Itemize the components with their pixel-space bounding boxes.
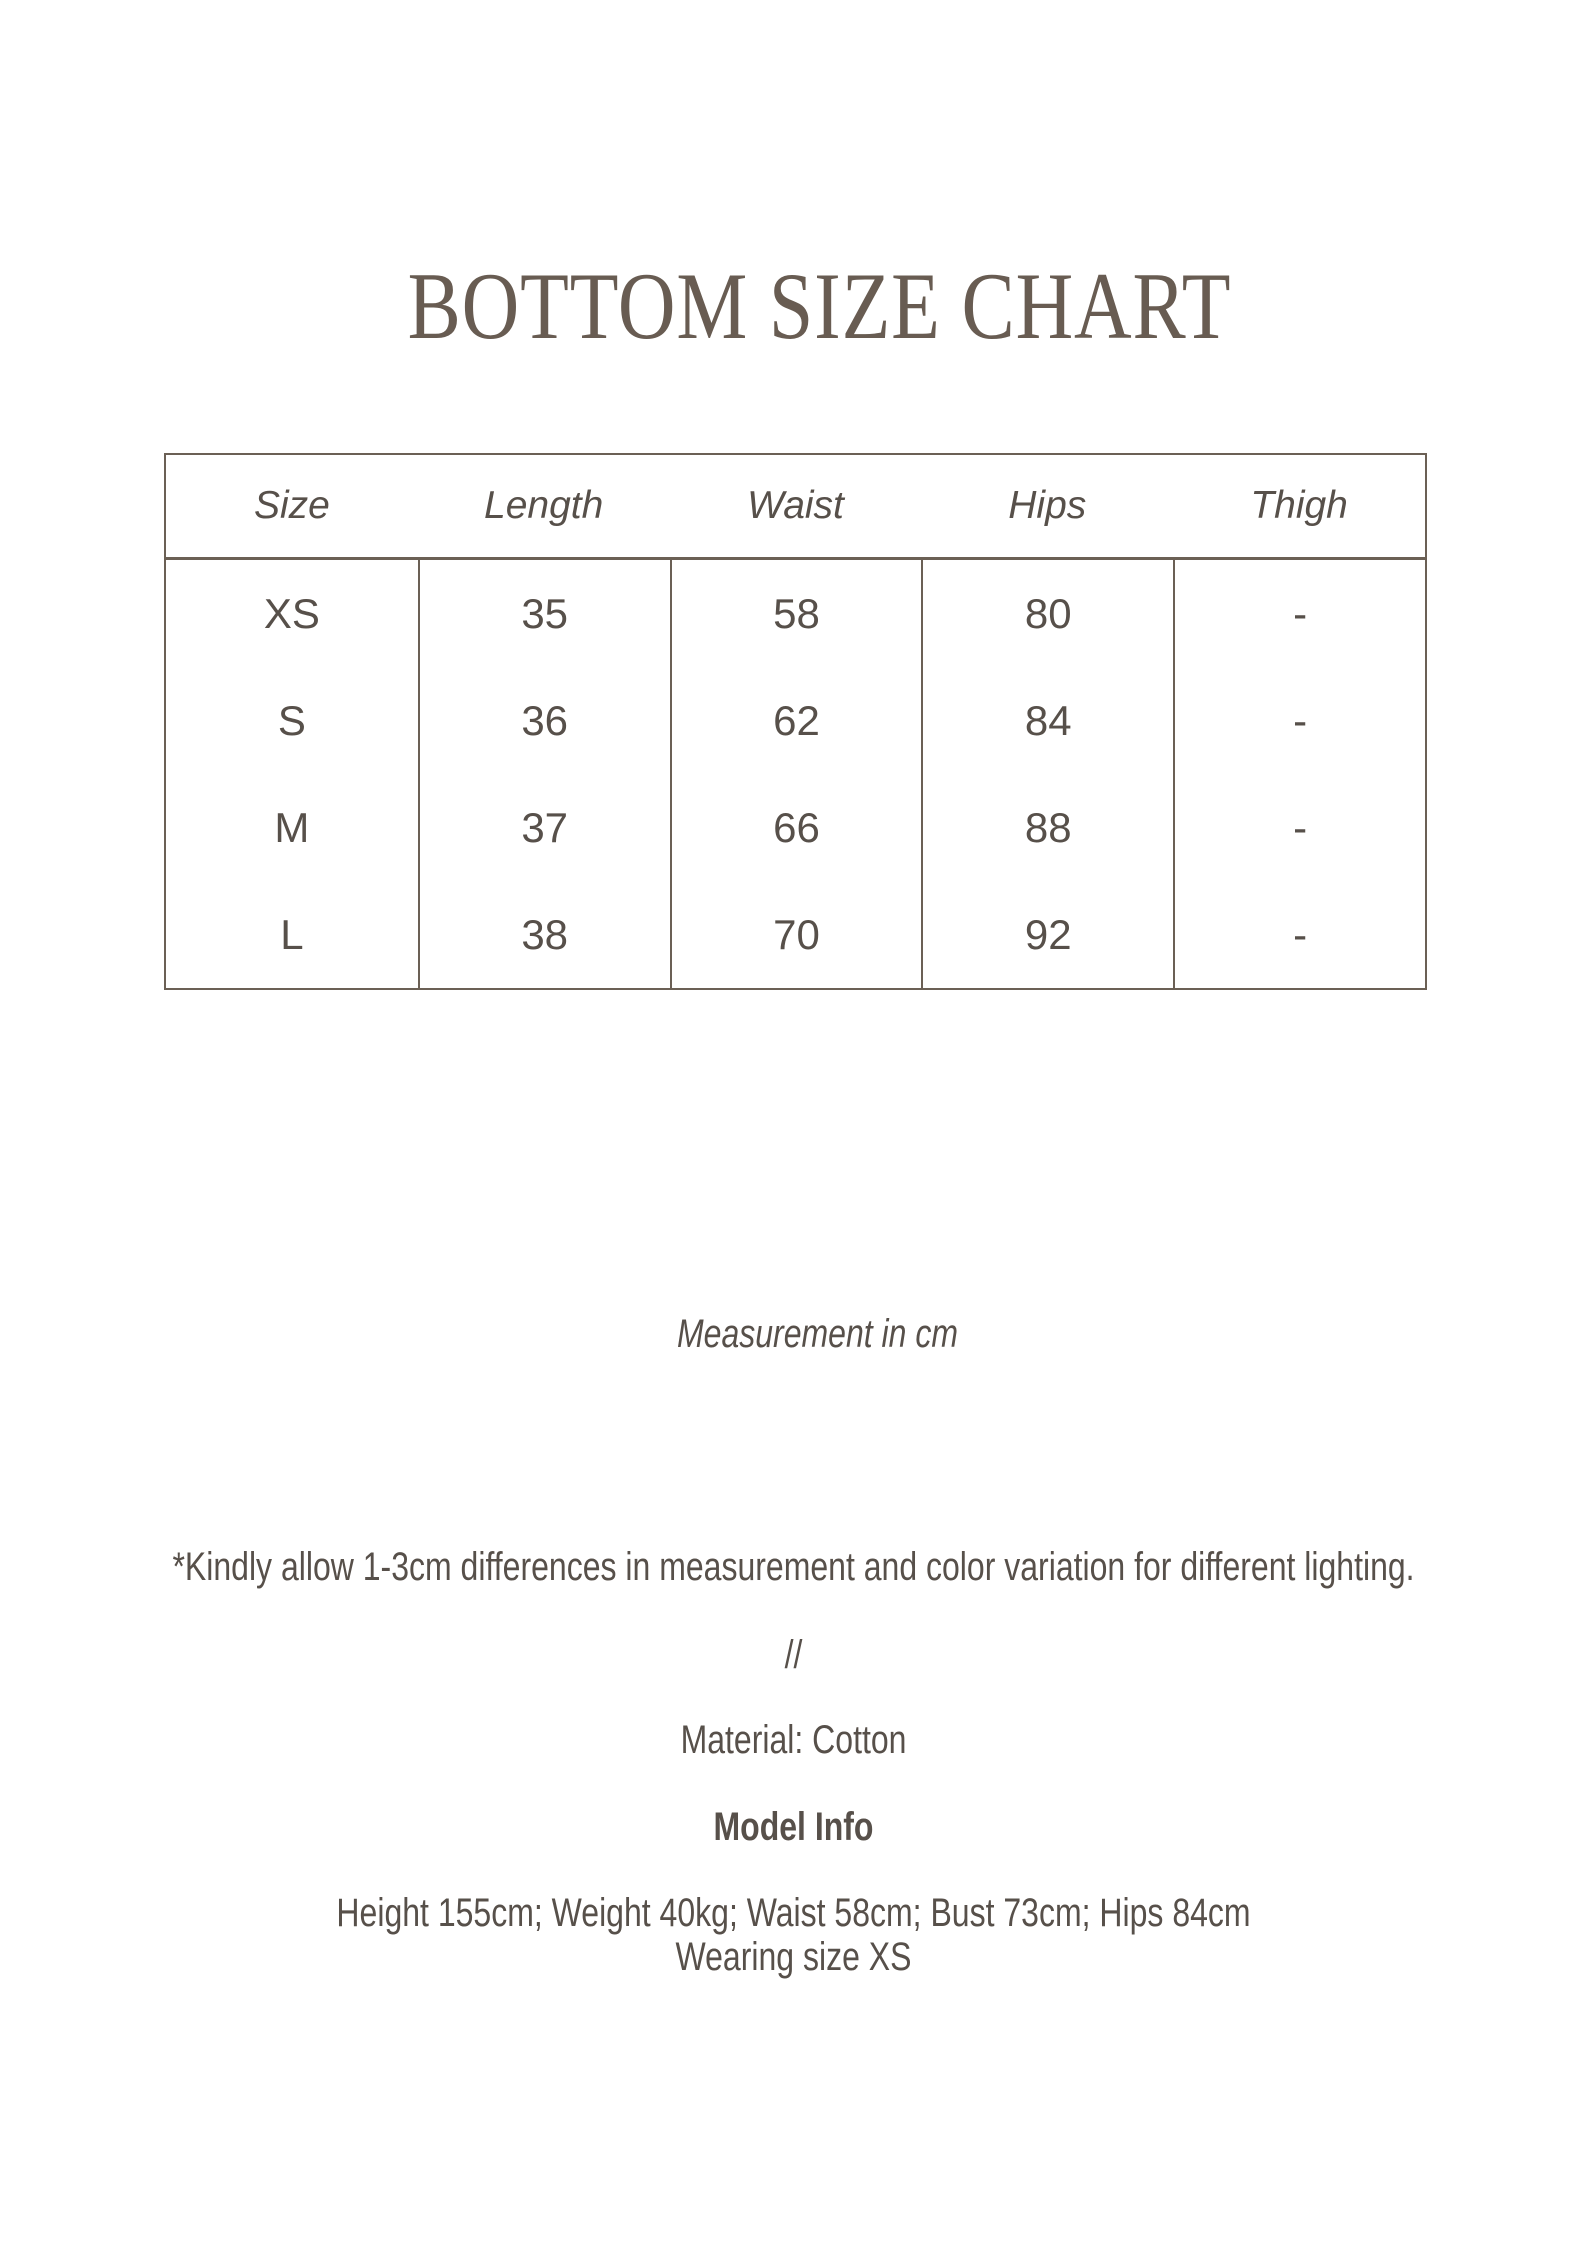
cell-l-thigh: - [1173, 881, 1425, 988]
cell-xs-size: XS [263, 589, 320, 637]
column-header-hips: Hips [1008, 484, 1087, 527]
cell-m-thigh: - [1173, 774, 1425, 881]
table-body [164, 560, 1427, 990]
cell-s-hips: 84 [921, 667, 1173, 774]
cell-l-hips: 92 [921, 881, 1173, 988]
disclaimer-note: *Kindly allow 1-3cm differences in measurement and color variation for different lighting. [172, 1545, 1415, 1589]
model-info-block [159, 1891, 1429, 1979]
cell-s-length: 36 [418, 667, 670, 774]
cell-s-size: S [277, 696, 306, 744]
cell-xs-hips: 80 [921, 560, 1173, 667]
model-stats-line: Height 155cm; Weight 40kg; Waist 58cm; Bust 73cm; Hips 84cm [336, 1891, 1251, 1935]
cell-l-size: L [280, 910, 304, 958]
cell-xs-thigh: - [1173, 560, 1425, 667]
page-title: BOTTOM SIZE CHART [407, 253, 1232, 359]
cell-xs-length: 35 [418, 560, 670, 667]
cell-m-length: 37 [418, 774, 670, 881]
wearing-size-line: Wearing size XS [675, 1935, 912, 1979]
cell-m-waist: 66 [670, 774, 922, 881]
cell-xs-waist: 58 [670, 560, 922, 667]
cell-l-length: 38 [418, 881, 670, 988]
separator: // [784, 1633, 803, 1677]
column-header-waist: Waist [747, 484, 844, 527]
column-header-size: Size [253, 484, 330, 527]
model-info-heading: Model Info [713, 1805, 874, 1849]
cell-m-size: M [274, 803, 310, 851]
table-header-row [164, 453, 1427, 560]
column-header-thigh: Thigh [1250, 484, 1348, 527]
material-note: Material: Cotton [680, 1718, 907, 1762]
cell-s-waist: 62 [670, 667, 922, 774]
column-header-length: Length [484, 484, 604, 527]
cell-m-hips: 88 [921, 774, 1173, 881]
size-chart-table [164, 453, 1427, 990]
cell-l-waist: 70 [670, 881, 922, 988]
measurement-unit-note: Measurement in cm [677, 1312, 958, 1356]
cell-s-thigh: - [1173, 667, 1425, 774]
